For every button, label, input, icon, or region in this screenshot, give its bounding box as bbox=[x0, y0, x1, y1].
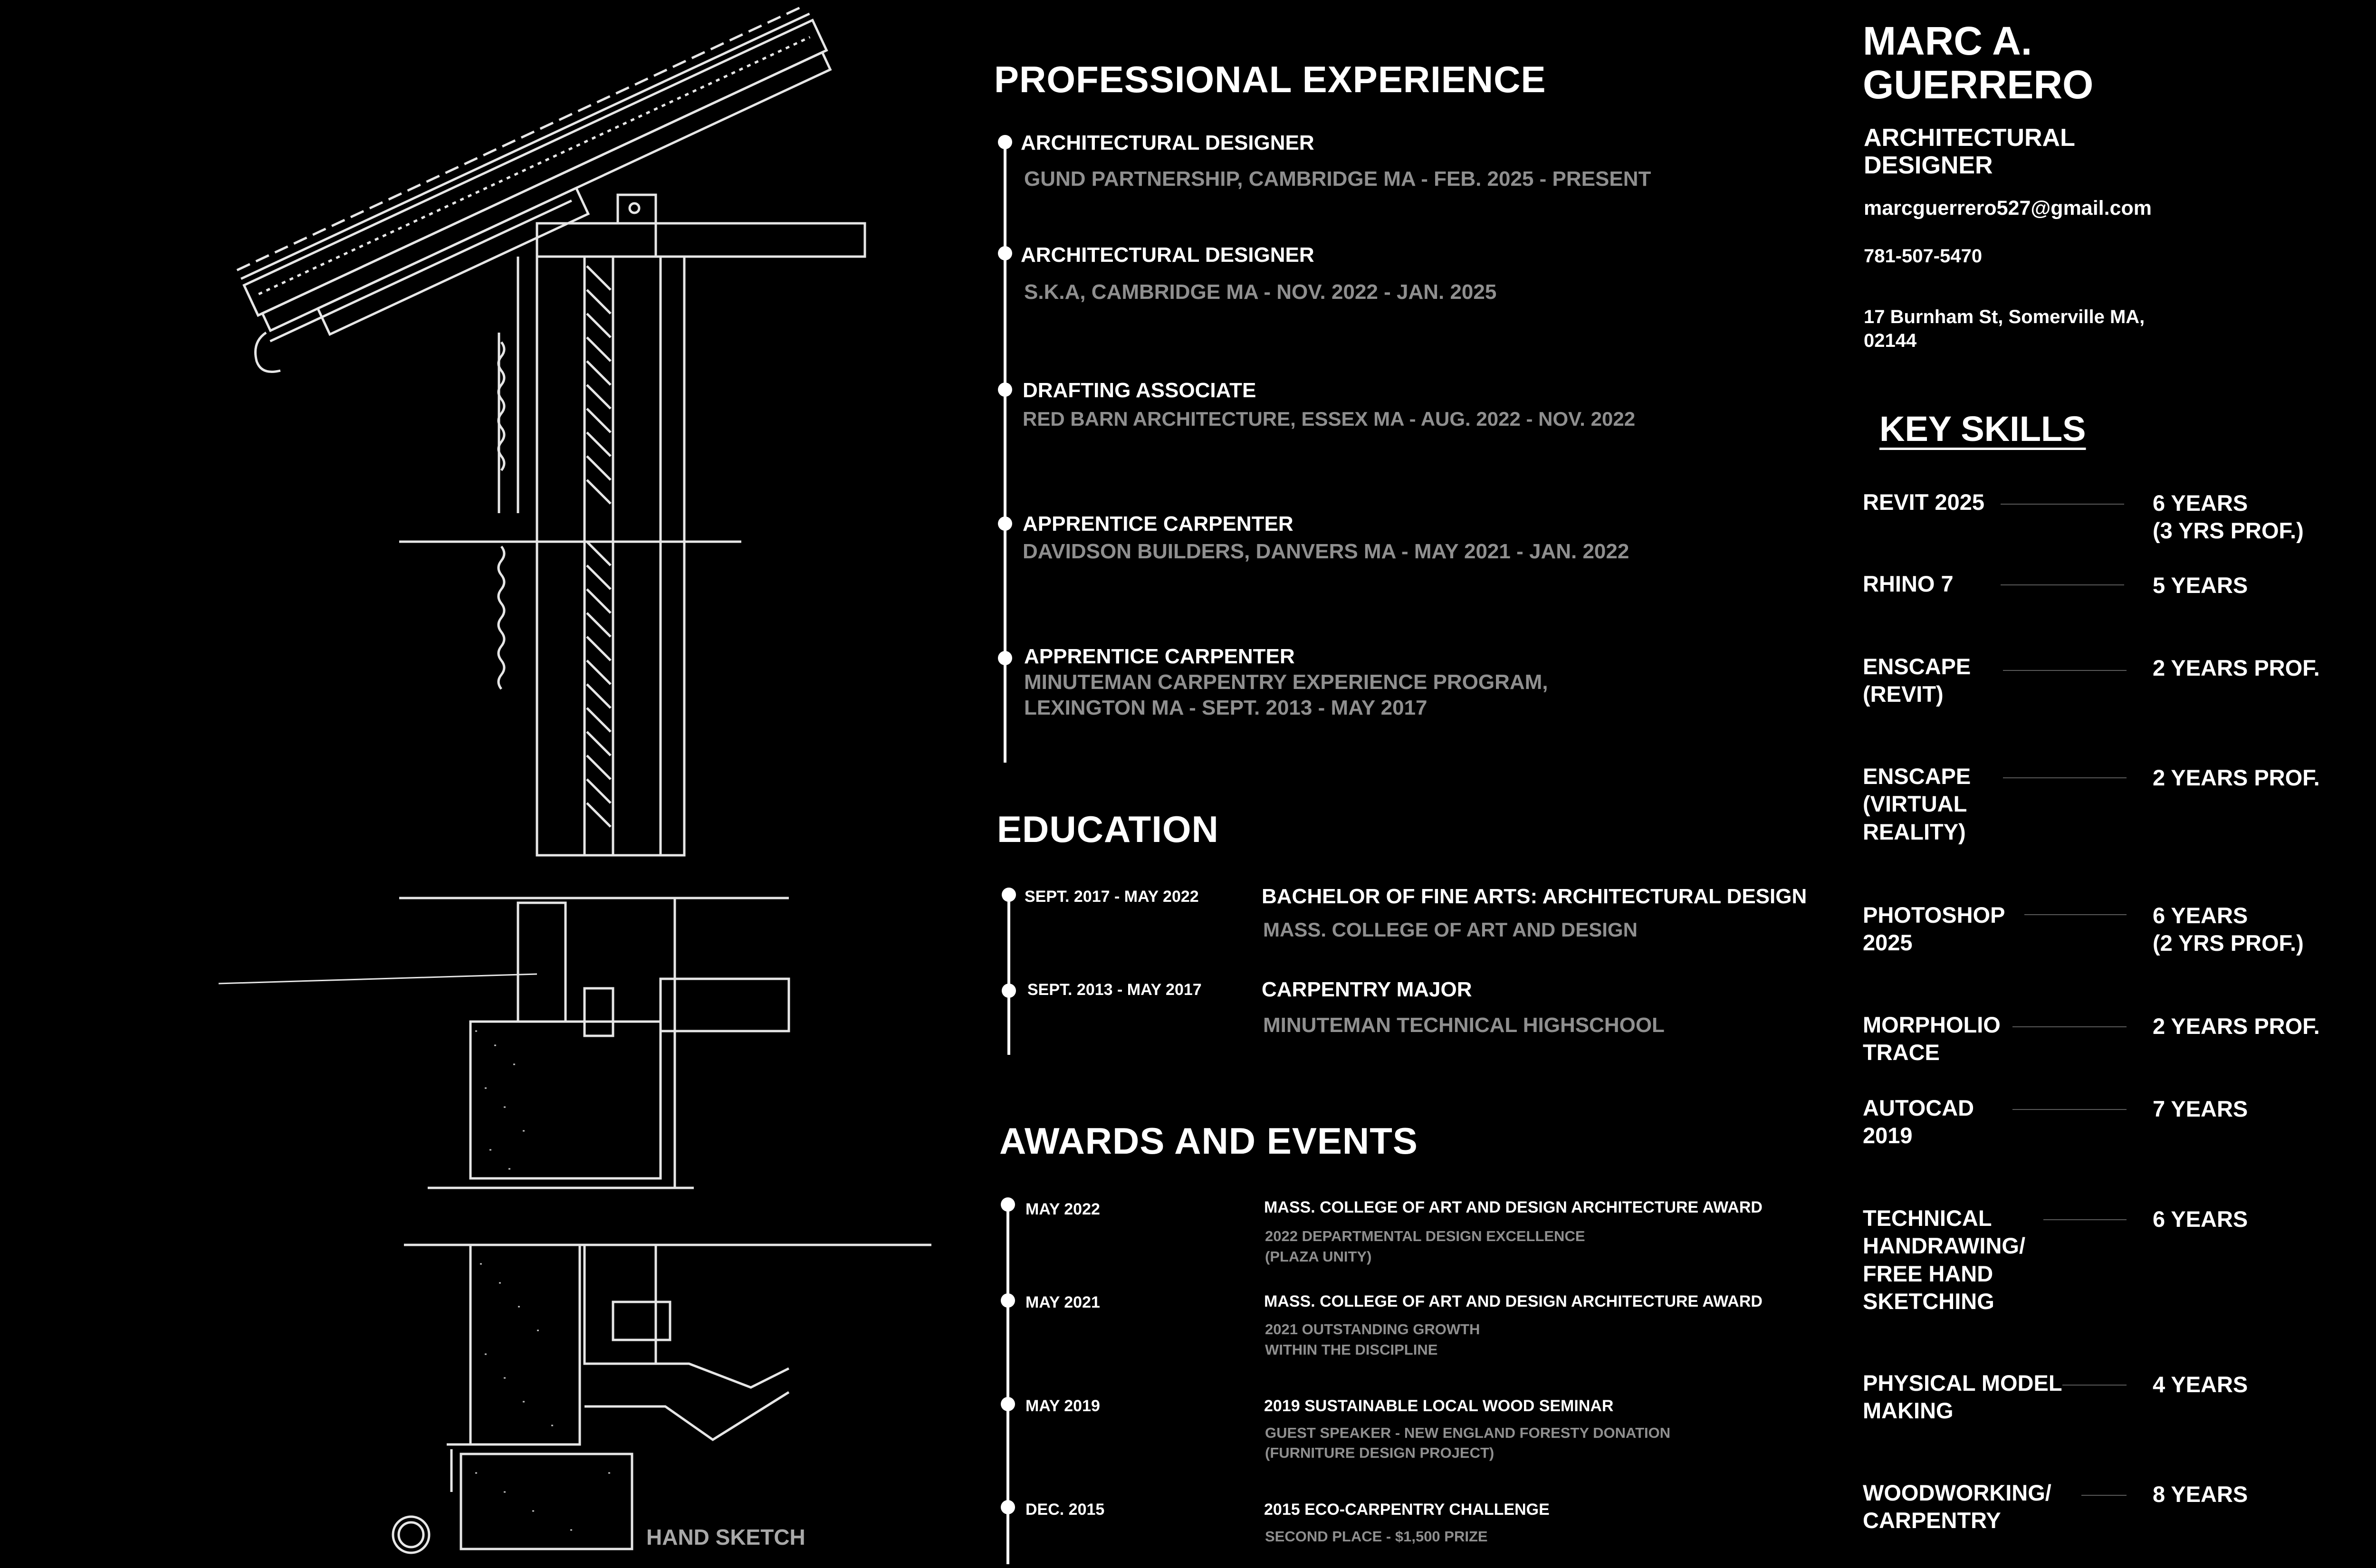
skill-name-6: MORPHOLIO TRACE bbox=[1863, 1012, 2001, 1065]
skill-years-4: 2 YEARS PROF. bbox=[2153, 765, 2320, 790]
awards-title-1: MASS. COLLEGE OF ART AND DESIGN ARCHITECTURE AWARD bbox=[1264, 1198, 1763, 1216]
awards-title-2: MASS. COLLEGE OF ART AND DESIGN ARCHITECTURE AWARD bbox=[1264, 1292, 1763, 1310]
skill-connector-8 bbox=[2043, 1219, 2127, 1220]
education-school-2: MINUTEMAN TECHNICAL HIGHSCHOOL bbox=[1263, 1013, 1665, 1037]
skill-name-8: TECHNICAL HANDRAWING/ FREE HAND SKETCHING bbox=[1863, 1205, 2026, 1314]
experience-timeline bbox=[1004, 140, 1006, 763]
skill-years-7: 7 YEARS bbox=[2153, 1096, 2248, 1121]
awards-title-4: 2015 ECO-CARPENTRY CHALLENGE bbox=[1264, 1501, 1550, 1519]
skill-connector-4 bbox=[2003, 777, 2127, 778]
experience-heading: PROFESSIONAL EXPERIENCE bbox=[994, 58, 1546, 100]
awards-desc-1: 2022 DEPARTMENTAL DESIGN EXCELLENCE bbox=[1265, 1228, 1585, 1244]
experience-dot-2 bbox=[998, 246, 1012, 260]
awards-desc-2b: WITHIN THE DISCIPLINE bbox=[1265, 1341, 1438, 1358]
experience-role-5: APPRENTICE CARPENTER bbox=[1024, 645, 1295, 668]
contact-email[interactable]: marcguerrero527@gmail.com bbox=[1864, 197, 2152, 220]
contact-address-line1: 17 Burnham St, Somerville MA, bbox=[1864, 306, 2145, 327]
profile-title-line1: ARCHITECTURAL bbox=[1864, 124, 2075, 152]
skills-heading: KEY SKILLS bbox=[1879, 409, 2086, 449]
experience-detail-1: GUND PARTNERSHIP, CAMBRIDGE MA - FEB. 2025 - PRESENT bbox=[1024, 167, 1651, 191]
skill-years-2: 5 YEARS bbox=[2153, 573, 2248, 598]
awards-dot-4 bbox=[1001, 1500, 1015, 1514]
awards-date-4: DEC. 2015 bbox=[1025, 1501, 1105, 1519]
skill-connector-5 bbox=[2024, 914, 2127, 915]
skill-years-5: 6 YEARS (2 YRS PROF.) bbox=[2153, 903, 2304, 956]
experience-role-1: ARCHITECTURAL DESIGNER bbox=[1021, 131, 1314, 154]
education-timeline bbox=[1007, 893, 1010, 1055]
skill-connector-3 bbox=[2003, 670, 2127, 671]
skill-name-2: RHINO 7 bbox=[1863, 571, 1954, 596]
experience-dot-3 bbox=[998, 382, 1012, 397]
skill-connector-7 bbox=[2012, 1109, 2127, 1110]
skill-years-8: 6 YEARS bbox=[2153, 1206, 2248, 1232]
skill-years-9: 4 YEARS bbox=[2153, 1372, 2248, 1397]
skill-name-9: PHYSICAL MODEL MAKING bbox=[1863, 1370, 2062, 1424]
skill-connector-6 bbox=[2012, 1026, 2127, 1027]
profile-name-line1: MARC A. bbox=[1863, 19, 2032, 63]
experience-dot-4 bbox=[998, 516, 1012, 531]
awards-desc-4: SECOND PLACE - $1,500 PRIZE bbox=[1265, 1528, 1488, 1545]
awards-desc-3b: (FURNITURE DESIGN PROJECT) bbox=[1265, 1444, 1495, 1461]
skill-name-5: PHOTOSHOP 2025 bbox=[1863, 902, 2005, 956]
education-degree-1: BACHELOR OF FINE ARTS: ARCHITECTURAL DESIGN bbox=[1262, 885, 1807, 908]
profile-title-line2: DESIGNER bbox=[1864, 152, 1993, 179]
skill-name-3: ENSCAPE (REVIT) bbox=[1863, 654, 1971, 707]
experience-detail-5: MINUTEMAN CARPENTRY EXPERIENCE PROGRAM, bbox=[1024, 670, 1548, 694]
experience-detail-3: RED BARN ARCHITECTURE, ESSEX MA - AUG. 2022 - NOV. 2022 bbox=[1023, 408, 1636, 430]
skill-connector-2 bbox=[2001, 584, 2124, 585]
education-dates-2: SEPT. 2013 - MAY 2017 bbox=[1027, 981, 1202, 999]
awards-dot-3 bbox=[1001, 1397, 1015, 1411]
experience-detail-4: DAVIDSON BUILDERS, DANVERS MA - MAY 2021 - JAN. 2022 bbox=[1023, 540, 1629, 563]
experience-detail-5b: LEXINGTON MA - SEPT. 2013 - MAY 2017 bbox=[1024, 696, 1428, 719]
education-school-1: MASS. COLLEGE OF ART AND DESIGN bbox=[1263, 918, 1638, 941]
awards-date-3: MAY 2019 bbox=[1025, 1397, 1100, 1415]
skill-years-10: 8 YEARS bbox=[2153, 1482, 2248, 1507]
education-dot-1 bbox=[1002, 888, 1016, 902]
wall-section-sketch bbox=[0, 0, 931, 1568]
awards-desc-3: GUEST SPEAKER - NEW ENGLAND FORESTY DONATION bbox=[1265, 1425, 1671, 1441]
skill-name-7: AUTOCAD 2019 bbox=[1863, 1095, 1974, 1148]
awards-dot-1 bbox=[1001, 1197, 1015, 1212]
skill-years-3: 2 YEARS PROF. bbox=[2153, 655, 2320, 680]
skill-connector-1 bbox=[2001, 504, 2124, 505]
awards-heading: AWARDS AND EVENTS bbox=[999, 1120, 1418, 1162]
experience-dot-5 bbox=[998, 651, 1012, 665]
contact-phone[interactable]: 781-507-5470 bbox=[1864, 246, 1983, 267]
awards-desc-2: 2021 OUTSTANDING GROWTH bbox=[1265, 1321, 1480, 1338]
awards-title-3: 2019 SUSTAINABLE LOCAL WOOD SEMINAR bbox=[1264, 1397, 1614, 1415]
skill-connector-9 bbox=[2062, 1385, 2127, 1386]
experience-role-2: ARCHITECTURAL DESIGNER bbox=[1021, 243, 1314, 267]
education-degree-2: CARPENTRY MAJOR bbox=[1262, 978, 1472, 1001]
skill-name-1: REVIT 2025 bbox=[1863, 489, 1985, 515]
education-dates-1: SEPT. 2017 - MAY 2022 bbox=[1025, 888, 1199, 906]
skill-name-10: WOODWORKING/ CARPENTRY bbox=[1863, 1480, 2051, 1533]
awards-desc-1b: (PLAZA UNITY) bbox=[1265, 1248, 1372, 1265]
sketch-label: HAND SKETCH bbox=[646, 1525, 805, 1549]
awards-dot-2 bbox=[1001, 1293, 1015, 1308]
skill-connector-10 bbox=[2081, 1495, 2127, 1496]
experience-role-3: DRAFTING ASSOCIATE bbox=[1023, 379, 1256, 402]
experience-detail-2: S.K.A, CAMBRIDGE MA - NOV. 2022 - JAN. 2025 bbox=[1024, 280, 1497, 304]
profile-name-line2: GUERRERO bbox=[1863, 62, 2094, 107]
experience-role-4: APPRENTICE CARPENTER bbox=[1023, 512, 1293, 535]
skill-years-6: 2 YEARS PROF. bbox=[2153, 1013, 2320, 1039]
skill-years-1: 6 YEARS (3 YRS PROF.) bbox=[2153, 490, 2304, 544]
contact-address-line2: 02144 bbox=[1864, 330, 1917, 351]
skill-name-4: ENSCAPE (VIRTUAL REALITY) bbox=[1863, 764, 1971, 844]
experience-dot-1 bbox=[998, 135, 1012, 149]
education-heading: EDUCATION bbox=[997, 808, 1219, 850]
awards-date-2: MAY 2021 bbox=[1025, 1293, 1100, 1311]
education-dot-2 bbox=[1002, 984, 1016, 998]
awards-date-1: MAY 2022 bbox=[1025, 1200, 1100, 1218]
